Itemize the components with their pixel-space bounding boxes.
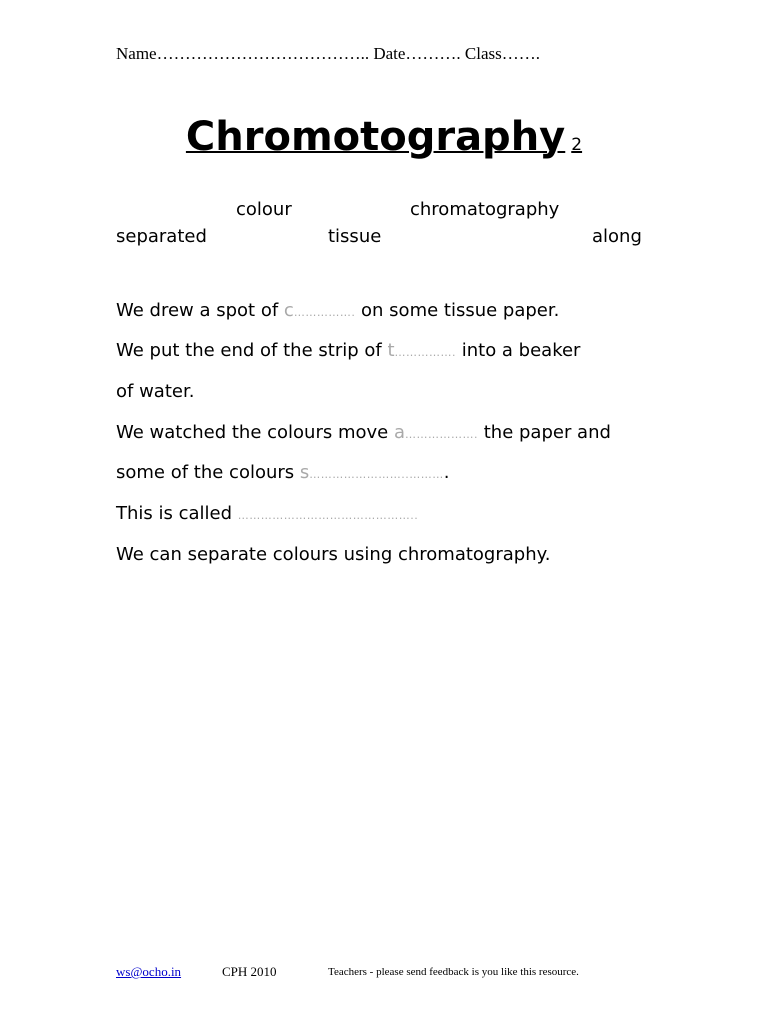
sentence-text: We watched the colours move [116,422,394,443]
blank-line[interactable]: ………………. [405,428,478,441]
sentence-1 [116,300,559,321]
sentence-6 [116,503,418,524]
sentence-7 [116,544,550,565]
sentence-text: the paper and [478,422,611,443]
word-bank-chromatography: chromatography [410,199,560,220]
sentence-text: some of the colours [116,462,300,483]
hint-letter: a [393,422,405,443]
sentence-text: We can separate colours using chromatography. [116,544,551,565]
footer-email[interactable] [116,964,181,980]
sentence-3 [116,381,194,402]
name-date-class-line: Name……………………………….. Date………. Class……. [116,44,541,63]
hint-letter: t [387,340,395,361]
sentence-text: of water. [116,381,195,402]
blank-line[interactable]: ……………………..……… [309,468,444,481]
sentence-5 [116,462,450,483]
sentence-4 [116,422,611,443]
blank-line[interactable]: ……………. [394,346,456,359]
blank-line[interactable]: ……………. [293,306,356,319]
footer-copyright: CPH 2010 [222,964,277,979]
sentence-text: into a beaker [456,340,581,361]
title-suffix: 2 [571,135,583,155]
word-bank-separated: separated [116,226,207,247]
sentence-text: We drew a spot of [116,300,284,321]
page-title [0,114,768,160]
sentence-text: This is called [116,503,238,524]
hint-letter: s [299,462,310,483]
sentence-text: on some tissue paper. [355,300,560,321]
word-bank-colour: colour [236,199,292,220]
footer-note: Teachers - please send feedback is you like this resource. [328,966,579,978]
word-bank-tissue: tissue [328,226,382,247]
sentence-2 [116,340,580,361]
email-link[interactable]: ws@ocho.in [116,964,182,979]
sentence-text: . [443,462,450,483]
blank-line[interactable]: ……………………………………….. [237,509,419,522]
title-text: Chromotography [185,114,566,160]
hint-letter: c [283,300,294,321]
sentence-text: We put the end of the strip of [116,340,388,361]
word-bank-along: along [592,226,642,247]
